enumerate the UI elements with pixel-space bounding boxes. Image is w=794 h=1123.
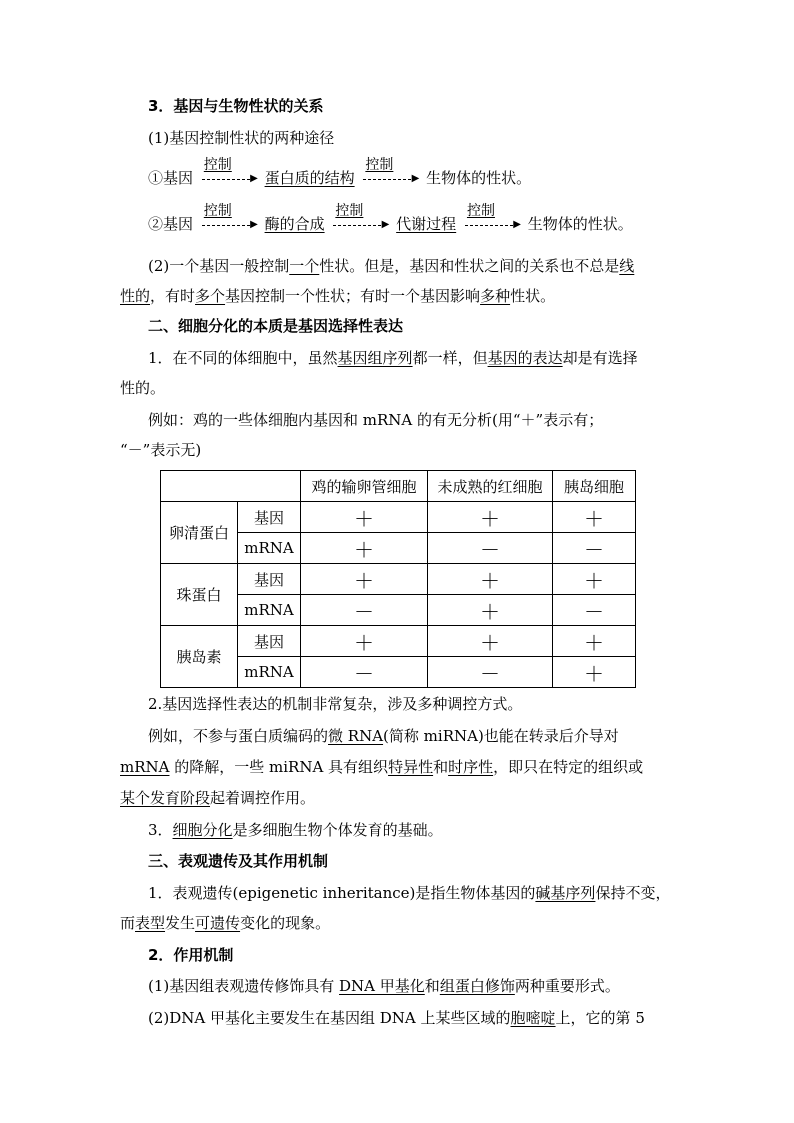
paragraph-mirna-cont: mRNA 的降解，一些 miRNA 具有组织特异性和时序性，即只在特定的组织或	[120, 758, 644, 776]
paragraph-mirna-end: 某个发育阶段起着调控作用。	[120, 789, 316, 807]
row-label: 基因	[238, 626, 301, 657]
section-heading-2: 二、细胞分化的本质是基因选择性表达	[148, 317, 404, 335]
control-arrow: 控制 ▶	[365, 157, 420, 184]
paragraph-epigenetics-cont: 而表型发生可遗传变化的现象。	[120, 914, 331, 932]
row-label: mRNA	[238, 657, 301, 688]
section-heading-3: 3．基因与生物性状的关系	[148, 97, 324, 115]
table-cell: ＋	[553, 564, 636, 595]
table-cell: －	[553, 533, 636, 564]
control-arrow: 控制 ▶	[203, 203, 258, 230]
gene-mrna-table	[160, 470, 636, 688]
example-intro: 例如：鸡的一些体细胞内基因和 mRNA 的有无分析(用“＋”表示有；	[148, 411, 604, 429]
paragraph-mechanism: 2.基因选择性表达的机制非常复杂，涉及多种调控方式。	[148, 695, 523, 713]
pathway-2: ②基因 控制 ▶ 酶的合成 控制 ▶ 代谢过程 控制 ▶ 生物体的性状。	[148, 203, 633, 233]
row-label: 基因	[238, 564, 301, 595]
paragraph-methylation: (2)DNA 甲基化主要发生在基因组 DNA 上某些区域的胞嘧啶上，它的第 5	[148, 1009, 645, 1027]
table-cell: －	[428, 533, 553, 564]
table-header: 未成熟的红细胞	[428, 471, 553, 502]
control-arrow: 控制 ▶	[466, 203, 521, 230]
table-header-row	[161, 471, 636, 502]
row-label: 基因	[238, 502, 301, 533]
table-cell: －	[301, 657, 428, 688]
table-cell: ＋	[301, 626, 428, 657]
paragraph-selective-expression: 1．在不同的体细胞中，虽然基因组序列都一样，但基因的表达却是有选择	[148, 349, 638, 367]
group-name: 珠蛋白	[161, 564, 238, 626]
table-cell: ＋	[301, 502, 428, 533]
paragraph-selective-expression-cont: 性的。	[120, 379, 166, 397]
row-label: mRNA	[238, 533, 301, 564]
subheading-pathways: (1)基因控制性状的两种途径	[148, 129, 335, 147]
paragraph-gene-trait-cont: 性的，有时多个基因控制一个性状；有时一个基因影响多种性状。	[120, 287, 556, 305]
table-cell: －	[553, 595, 636, 626]
table-cell: ＋	[428, 564, 553, 595]
paragraph-forms: (1)基因组表观遗传修饰具有 DNA 甲基化和组蛋白修饰两种重要形式。	[148, 977, 620, 995]
table-cell: －	[428, 657, 553, 688]
table-cell: ＋	[553, 626, 636, 657]
paragraph-epigenetics: 1．表观遗传(epigenetic inheritance)是指生物体基因的碱基序列保持不变，	[148, 884, 671, 902]
table-corner	[161, 471, 301, 502]
pathway-1: ①基因 控制 ▶ 蛋白质的结构 控制 ▶ 生物体的性状。	[148, 157, 532, 187]
table-cell: ＋	[428, 502, 553, 533]
table-cell: ＋	[301, 564, 428, 595]
table-cell: ＋	[428, 595, 553, 626]
table-header: 鸡的输卵管细胞	[301, 471, 428, 502]
table-cell: ＋	[553, 657, 636, 688]
group-name: 胰岛素	[161, 626, 238, 688]
table-row	[161, 626, 636, 657]
paragraph-mirna: 例如，不参与蛋白质编码的微 RNA(简称 miRNA)也能在转录后介导对	[148, 727, 619, 745]
control-arrow: 控制 ▶	[203, 157, 258, 184]
example-intro-cont: “－”表示无)	[120, 441, 202, 459]
paragraph-gene-trait: (2)一个基因一般控制一个性状。但是，基因和性状之间的关系也不总是线	[148, 257, 635, 275]
paragraph-differentiation: 3．细胞分化是多细胞生物个体发育的基础。	[148, 821, 443, 839]
group-name: 卵清蛋白	[161, 502, 238, 564]
control-arrow: 控制 ▶	[335, 203, 390, 230]
table-row	[161, 564, 636, 595]
table-cell: －	[301, 595, 428, 626]
table-cell: ＋	[301, 533, 428, 564]
table-cell: ＋	[428, 626, 553, 657]
table-cell: ＋	[553, 502, 636, 533]
subheading-mechanism: 2．作用机制	[148, 946, 234, 964]
table-header: 胰岛细胞	[553, 471, 636, 502]
table-row	[161, 502, 636, 533]
section-heading-3-epigenetics: 三、表观遗传及其作用机制	[148, 852, 329, 870]
row-label: mRNA	[238, 595, 301, 626]
